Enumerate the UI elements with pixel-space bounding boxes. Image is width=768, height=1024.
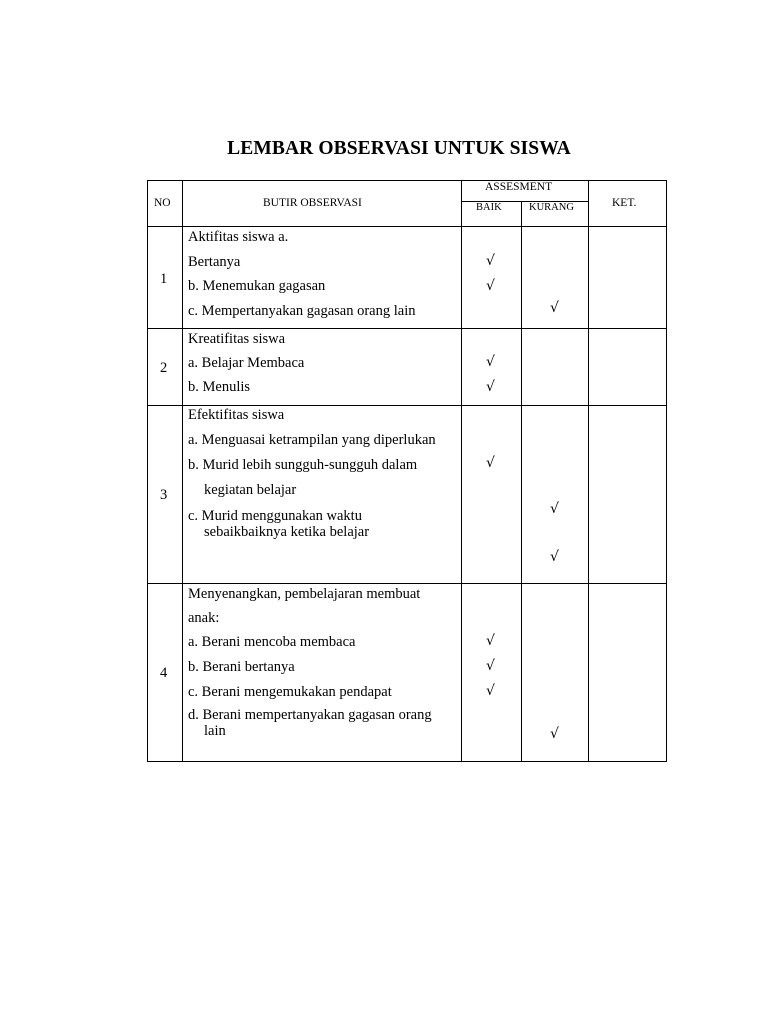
row-number: 1: [160, 271, 168, 287]
check-mark: √: [486, 379, 495, 395]
check-mark: √: [486, 633, 495, 649]
observation-item: a. Menguasai ketrampilan yang diperlukan: [188, 432, 436, 448]
row4-ket-cell: [588, 583, 667, 762]
observation-item: c. Mempertanyakan gagasan orang lain: [188, 303, 416, 319]
header-no: NO: [154, 197, 171, 209]
observation-item: sebaikbaiknya ketika belajar: [204, 524, 370, 540]
header-kurang: KURANG: [529, 202, 574, 213]
header-ket: KET.: [612, 197, 637, 209]
observation-item: kegiatan belajar: [204, 482, 297, 498]
header-assesment: ASSESMENT: [485, 181, 553, 193]
check-mark: √: [486, 455, 495, 471]
check-mark: √: [486, 658, 495, 674]
observation-item: anak:: [188, 610, 220, 626]
observation-item: a. Belajar Membaca: [188, 355, 305, 371]
observation-item: d. Berani mempertanyakan gagasan orang: [188, 707, 432, 723]
observation-item: Kreatifitas siswa: [188, 331, 286, 347]
observation-item: Aktifitas siswa a.: [188, 229, 289, 245]
observation-item: b. Menemukan gagasan: [188, 278, 326, 294]
row2-kurang-cell: [521, 328, 589, 406]
observation-item: b. Menulis: [188, 379, 251, 395]
row-number: 3: [160, 487, 168, 503]
observation-item: Bertanya: [188, 254, 241, 270]
row-number: 2: [160, 360, 168, 376]
observation-item: a. Berani mencoba membaca: [188, 634, 356, 650]
check-mark: √: [550, 300, 559, 316]
check-mark: √: [550, 501, 559, 517]
observation-item: lain: [204, 723, 226, 739]
header-butir-observasi: BUTIR OBSERVASI: [263, 197, 362, 209]
observation-item: Menyenangkan, pembelajaran membuat: [188, 586, 421, 602]
check-mark: √: [486, 278, 495, 294]
check-mark: √: [486, 683, 495, 699]
row1-ket-cell: [588, 226, 667, 329]
observation-item: b. Murid lebih sungguh-sungguh dalam: [188, 457, 418, 473]
observation-item: c. Berani mengemukakan pendapat: [188, 684, 392, 700]
observation-item: b. Berani bertanya: [188, 659, 295, 675]
check-mark: √: [550, 726, 559, 742]
observation-item: c. Murid menggunakan waktu: [188, 508, 362, 524]
document-title: LEMBAR OBSERVASI UNTUK SISWA: [227, 138, 571, 159]
header-baik: BAIK: [476, 202, 502, 213]
row3-baik-cell: [461, 405, 522, 584]
row2-ket-cell: [588, 328, 667, 406]
row3-ket-cell: [588, 405, 667, 584]
observation-item: Efektifitas siswa: [188, 407, 285, 423]
row-number: 4: [160, 665, 168, 681]
check-mark: √: [486, 354, 495, 370]
check-mark: √: [486, 253, 495, 269]
check-mark: √: [550, 549, 559, 565]
